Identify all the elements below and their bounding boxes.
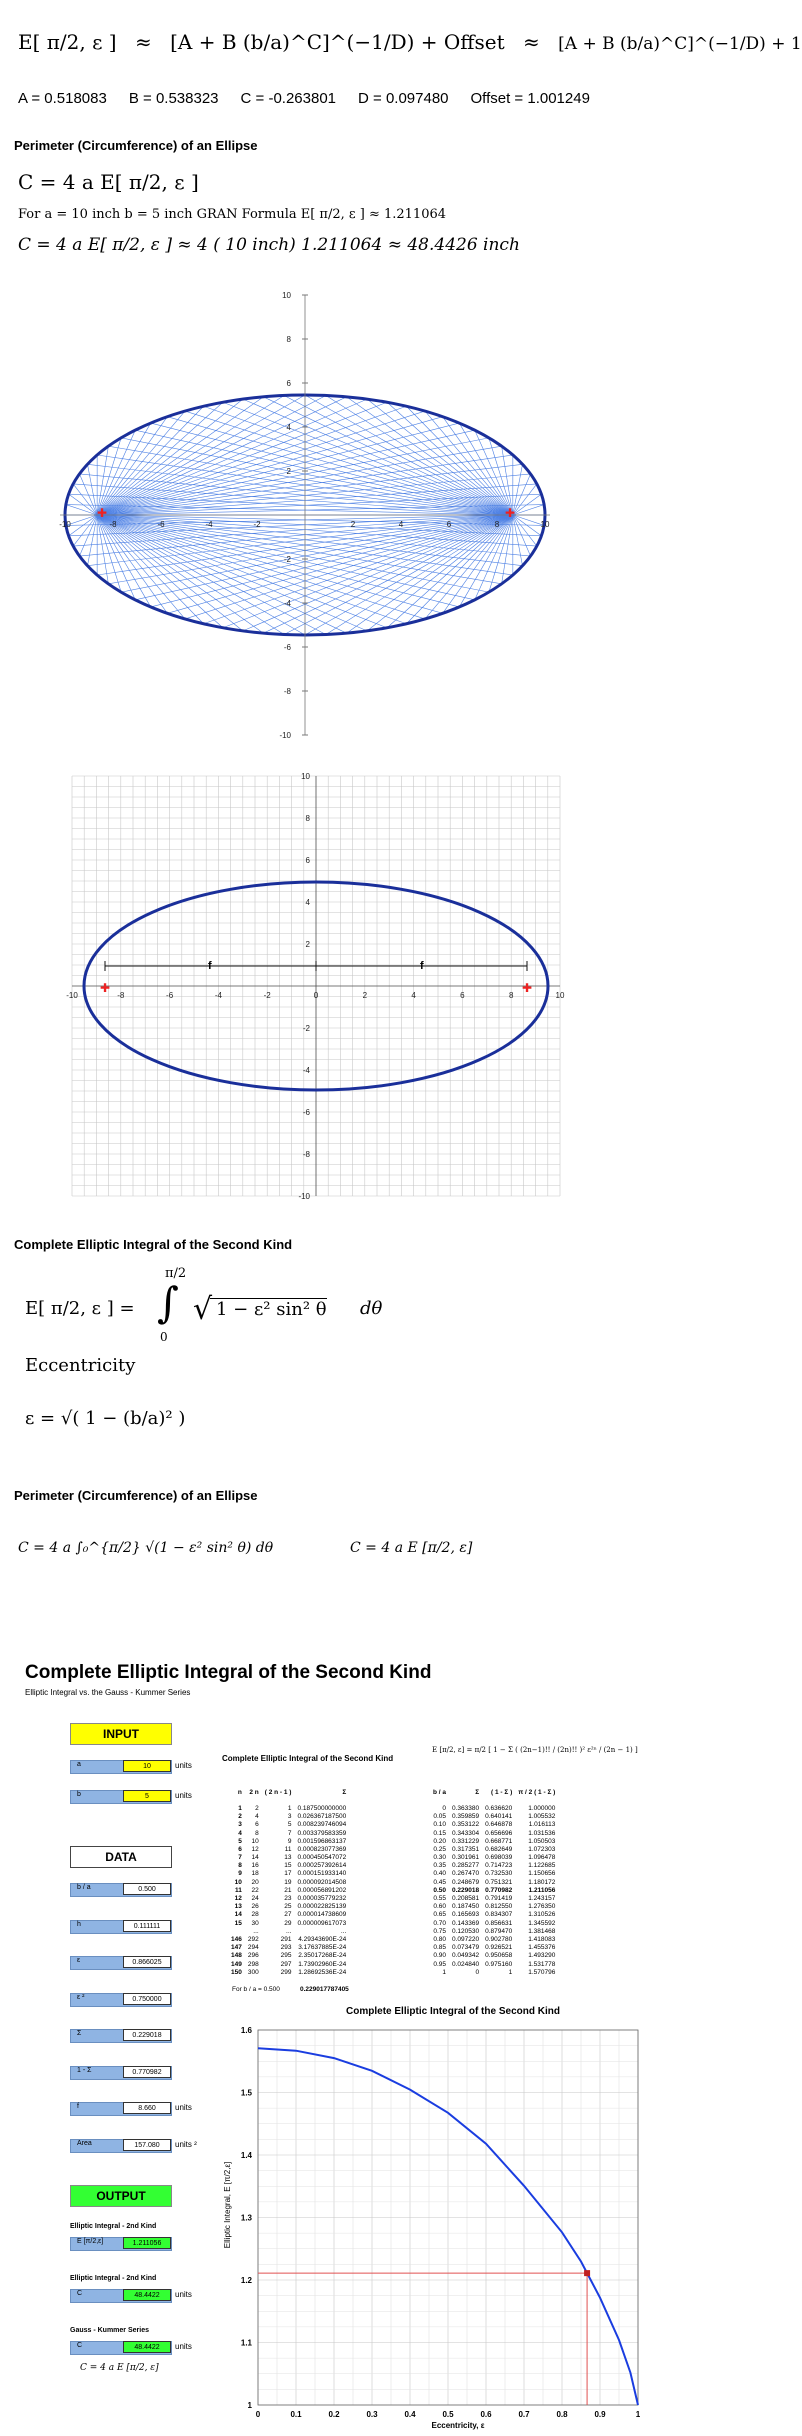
header-eq-approx: ≈ bbox=[134, 30, 152, 54]
focus-label-right: f bbox=[420, 960, 424, 972]
data-value: 8.660 bbox=[123, 2102, 171, 2114]
y-tick-label: 1.3 bbox=[240, 2213, 252, 2223]
x-tick-label: 0.2 bbox=[328, 2410, 340, 2419]
table-row: 3 6 5 0.008239746094 bbox=[238, 1821, 347, 1829]
input-row bbox=[70, 1760, 172, 1774]
x-tick-label: 0.6 bbox=[480, 2410, 492, 2419]
data-value: 0.111111 bbox=[123, 1920, 171, 1932]
data-point-marker bbox=[584, 2270, 590, 2276]
table-footer-value: 0.229017787405 bbox=[300, 1986, 349, 1993]
data-name-label: h bbox=[77, 1920, 81, 1928]
x-tick-label: -6 bbox=[166, 991, 174, 1000]
table-row: 0.25 0.317351 0.682649 1.072303 bbox=[433, 1845, 556, 1853]
y-tick-label: 1.1 bbox=[240, 2338, 252, 2348]
data-value: 0.229018 bbox=[123, 2029, 171, 2041]
integral-definition: E[ π/2, ε ] = π/2 ∫ 0 √ 1 − ε² sin² θ dθ bbox=[25, 1266, 383, 1344]
table-header: n 2 n ( 2 n - 1 ) Σ bbox=[237, 1788, 347, 1796]
data-name-label: ε bbox=[77, 1957, 81, 1964]
data-name-label: Area bbox=[77, 2139, 92, 2147]
x-tick-label: 6 bbox=[446, 520, 452, 529]
data-row bbox=[70, 2029, 172, 2043]
table-header: b / a Σ ( 1 - Σ ) π / 2 ( 1 - Σ ) bbox=[433, 1788, 556, 1796]
data-name-label: f bbox=[77, 2103, 79, 2110]
table-row: 6 12 11 0.000823077369 bbox=[238, 1845, 347, 1853]
data-row bbox=[70, 2102, 172, 2116]
focus-marker-2-right: ✚ bbox=[522, 981, 533, 995]
output-value: 48.4422 bbox=[123, 2341, 171, 2353]
y-tick-label: -8 bbox=[302, 1150, 310, 1159]
data-row bbox=[70, 1956, 172, 1970]
param-b: B = 0.538323 bbox=[128, 90, 219, 107]
y-tick-label: 6 bbox=[286, 379, 291, 388]
perimeter-e-formula: C = 4 a E [π/2, ε] bbox=[350, 1540, 473, 1556]
input-unit: units bbox=[175, 1761, 192, 1770]
param-c: C = -0.263801 bbox=[240, 90, 337, 107]
y-tick-label: -6 bbox=[283, 643, 291, 652]
table-row: 2 4 3 0.026367187500 bbox=[238, 1813, 347, 1821]
data-value: 0.770982 bbox=[123, 2066, 171, 2078]
table-row: 0.15 0.343304 0.656696 1.031536 bbox=[433, 1829, 556, 1837]
parameter-list bbox=[18, 90, 590, 107]
focus-marker-left: ✚ bbox=[97, 506, 108, 520]
output-name: E [π/2,ε] bbox=[77, 2238, 104, 2245]
series-table-right bbox=[430, 1788, 558, 1976]
x-tick-label: -10 bbox=[59, 520, 71, 529]
data-row bbox=[70, 1920, 172, 1934]
header-eq-approx2: ≈ bbox=[523, 30, 540, 54]
focus-marker-right: ✚ bbox=[505, 506, 516, 520]
table-row: 0.75 0.120530 0.879470 1.381468 bbox=[433, 1927, 556, 1935]
output-value: 1.211056 bbox=[123, 2237, 171, 2249]
y-axis-label: Elliptic Integral, E [π/2,ε] bbox=[223, 2161, 232, 2249]
x-tick-label: 8 bbox=[494, 520, 500, 529]
data-unit: units ² bbox=[175, 2139, 197, 2149]
data-row bbox=[70, 1993, 172, 2007]
y-tick-label: -10 bbox=[279, 731, 291, 740]
x-tick-label: 1 bbox=[635, 2410, 641, 2419]
integral-lower: 0 bbox=[160, 1330, 168, 1344]
y-tick-label: -6 bbox=[302, 1108, 310, 1117]
input-value[interactable]: 10 bbox=[123, 1760, 171, 1772]
header-equation bbox=[18, 30, 802, 54]
input-name: a bbox=[77, 1761, 81, 1768]
table-row: 13 26 25 0.000022825139 bbox=[234, 1903, 347, 1911]
table-row: 5 10 9 0.001596863137 bbox=[238, 1837, 347, 1845]
spreadsheet-section bbox=[0, 1648, 654, 2436]
x-tick-label: -4 bbox=[205, 520, 213, 529]
output-title: Gauss - Kummer Series bbox=[70, 2327, 149, 2334]
y-tick-label: 4 bbox=[286, 423, 291, 432]
y-tick-label: 1 bbox=[247, 2401, 252, 2410]
input-value[interactable]: 5 bbox=[123, 1790, 171, 1802]
data-row bbox=[70, 1883, 172, 1897]
table-row: 0.10 0.353122 0.646878 1.016113 bbox=[433, 1821, 556, 1829]
table-row: 0.30 0.301961 0.698039 1.096478 bbox=[433, 1854, 556, 1862]
y-tick-label: 4 bbox=[305, 898, 310, 907]
table-row: 0.45 0.248679 0.751321 1.180172 bbox=[433, 1878, 556, 1886]
output-row bbox=[70, 2289, 172, 2303]
table-row: 0.50 0.229018 0.770982 1.211056 bbox=[433, 1886, 556, 1894]
header-eq-left: E[ π/2, ε ] bbox=[18, 30, 117, 54]
perimeter-given: For a = 10 inch b = 5 inch GRAN Formula E[ π/2, ε ] ≈ 1.211064 bbox=[18, 207, 447, 222]
table-row: 0.20 0.331229 0.668771 1.050503 bbox=[433, 1837, 556, 1845]
y-tick-label: -4 bbox=[283, 599, 291, 608]
integral-upper: π/2 bbox=[165, 1266, 187, 1281]
data-value: 0.500 bbox=[123, 1883, 171, 1895]
x-tick-label: 4 bbox=[411, 991, 416, 1000]
table-row: 15 30 29 0.000009617073 bbox=[234, 1919, 347, 1927]
x-tick-label: 0.4 bbox=[404, 2410, 416, 2419]
table-row: 150 300 299 1.28692536E-24 bbox=[231, 1968, 347, 1976]
table-row: 0.85 0.073479 0.926521 1.455376 bbox=[433, 1944, 556, 1952]
integral-heading: Complete Elliptic Integral of the Second Kind bbox=[14, 1237, 293, 1252]
x-tick-label: -8 bbox=[109, 520, 117, 529]
data-name-label: b / a bbox=[77, 1884, 91, 1891]
table-row: 9 18 17 0.000151933140 bbox=[238, 1870, 347, 1878]
data-header: DATA bbox=[70, 1846, 172, 1868]
ellipse-chord-chart bbox=[59, 291, 620, 740]
output-title: Elliptic Integral - 2nd Kind bbox=[70, 2275, 157, 2282]
header-eq-right: [A + B (b/a)^C]^(−1/D) + 1 bbox=[558, 34, 802, 54]
x-tick-label: 0.7 bbox=[518, 2410, 530, 2419]
y-tick-label: 2 bbox=[286, 467, 291, 476]
x-tick-label: -2 bbox=[253, 520, 261, 529]
table-row: 149 298 297 1.73902960E-24 bbox=[231, 1960, 347, 1968]
x-tick-label: 2 bbox=[362, 991, 368, 1000]
param-a: A = 0.518083 bbox=[18, 90, 107, 107]
sheet-subtitle: Elliptic Integral vs. the Gauss - Kummer Series bbox=[25, 1688, 191, 1697]
param-offset: Offset = 1.001249 bbox=[470, 90, 590, 107]
data-name-label: ε ² bbox=[77, 1993, 85, 2001]
perimeter-formula-1: C = 4 a E[ π/2, ε ] bbox=[18, 170, 199, 194]
table-footer-label: For b / a = 0.500 bbox=[232, 1986, 280, 1993]
x-tick-label: -4 bbox=[214, 991, 222, 1000]
y-tick-label: 1.5 bbox=[240, 2088, 252, 2098]
table-row: 146 292 291 4.29343690E-24 bbox=[231, 1935, 347, 1943]
x-tick-label: 0.5 bbox=[442, 2410, 454, 2419]
ellipse-grid-chart bbox=[66, 772, 572, 1206]
y-tick-label: -10 bbox=[298, 1192, 310, 1201]
output-row bbox=[70, 2341, 172, 2355]
x-tick-label: 0 bbox=[255, 2410, 261, 2419]
data-row bbox=[70, 2066, 172, 2080]
data-row bbox=[70, 2139, 172, 2153]
x-tick-label: 10 bbox=[555, 991, 565, 1000]
data-name-label: Σ bbox=[77, 2030, 82, 2037]
table-row: 1 0 1 1.570796 bbox=[442, 1968, 556, 1976]
table-row: 0.05 0.359859 0.640141 1.005532 bbox=[433, 1813, 556, 1821]
y-tick-label: 2 bbox=[305, 940, 310, 949]
input-header: INPUT bbox=[70, 1723, 172, 1745]
y-tick-label: 8 bbox=[305, 814, 310, 823]
table-row: 0.55 0.208581 0.791419 1.243157 bbox=[433, 1895, 556, 1903]
chart-title: Complete Elliptic Integral of the Second Kind bbox=[346, 2006, 560, 2017]
perimeter-heading-2: Perimeter (Circumference) of an Ellipse bbox=[14, 1488, 258, 1503]
y-tick-label: -8 bbox=[283, 687, 291, 696]
focus-label-left: f bbox=[208, 960, 212, 972]
y-tick-label: 10 bbox=[301, 772, 310, 781]
x-tick-label: 0.8 bbox=[556, 2410, 568, 2419]
data-unit: units bbox=[175, 2103, 192, 2112]
output-row bbox=[70, 2237, 172, 2251]
data-name-label: 1 - Σ bbox=[77, 2066, 92, 2074]
y-tick-label: -2 bbox=[283, 555, 291, 564]
input-unit: units bbox=[175, 1791, 192, 1800]
x-tick-label: 0.3 bbox=[366, 2410, 378, 2419]
table-row: 11 22 21 0.000056891202 bbox=[234, 1886, 347, 1894]
table-row: 0.65 0.165693 0.834307 1.310526 bbox=[433, 1911, 556, 1919]
elliptic-integral-chart bbox=[218, 2000, 648, 2430]
output-value: 48.4422 bbox=[123, 2289, 171, 2301]
table-row: 0 0.363380 0.636620 1.000000 bbox=[442, 1804, 556, 1812]
table-row: 0.70 0.143369 0.856631 1.345592 bbox=[433, 1919, 556, 1927]
x-tick-label: 0.1 bbox=[290, 2410, 302, 2419]
eccentricity-formula: ε = √( 1 − (b/a)² ) bbox=[25, 1408, 186, 1429]
output-name: C bbox=[77, 2290, 83, 2297]
output-name: C bbox=[77, 2342, 83, 2349]
table-row: 0.80 0.097220 0.902780 1.418083 bbox=[433, 1935, 556, 1943]
x-tick-label: 6 bbox=[460, 991, 465, 1000]
x-tick-label: -8 bbox=[117, 991, 125, 1000]
y-tick-label: 1.2 bbox=[240, 2276, 252, 2285]
perimeter-integral-formula: C = 4 a ∫₀^{π/2} √(1 − ε² sin² θ) dθ bbox=[18, 1540, 274, 1556]
perimeter-heading-1: Perimeter (Circumference) of an Ellipse bbox=[14, 138, 258, 153]
input-name: b bbox=[77, 1791, 81, 1798]
x-tick-label: 0.9 bbox=[594, 2410, 606, 2419]
x-tick-label: 4 bbox=[398, 520, 404, 529]
y-tick-label: 1.6 bbox=[240, 2026, 252, 2035]
data-value: 0.750000 bbox=[123, 1993, 171, 2005]
table-title: Complete Elliptic Integral of the Second Kind bbox=[222, 1754, 394, 1763]
table-row: 0.60 0.187450 0.812550 1.276350 bbox=[433, 1903, 556, 1911]
output-title: Elliptic Integral - 2nd Kind bbox=[70, 2223, 157, 2230]
output-header: OUTPUT bbox=[70, 2185, 172, 2207]
x-tick-label: 10 bbox=[540, 520, 550, 529]
y-tick-label: -4 bbox=[302, 1066, 310, 1075]
table-row: 12 24 23 0.000035779232 bbox=[234, 1895, 347, 1903]
input-row bbox=[70, 1790, 172, 1804]
table-row: 0.40 0.267470 0.732530 1.150656 bbox=[433, 1870, 556, 1878]
table-row: 0.35 0.285277 0.714723 1.122685 bbox=[433, 1862, 556, 1870]
y-tick-label: 8 bbox=[286, 335, 291, 344]
table-row: 4 8 7 0.003379583359 bbox=[238, 1829, 347, 1837]
table-row: 7 14 13 0.000450547072 bbox=[238, 1854, 347, 1862]
param-d: D = 0.097480 bbox=[358, 90, 449, 107]
header-eq-mid: [A + B (b/a)^C]^(−1/D) + Offset bbox=[170, 30, 505, 54]
eccentricity-label: Eccentricity bbox=[25, 1355, 136, 1376]
table-row: 148 296 295 2.35017268E-24 bbox=[231, 1952, 347, 1960]
x-tick-label: -10 bbox=[66, 991, 78, 1000]
y-tick-label: 6 bbox=[305, 856, 310, 865]
table-row: 147 294 293 3.17637885E-24 bbox=[231, 1944, 347, 1952]
x-tick-label: 2 bbox=[350, 520, 356, 529]
x-tick-label: 8 bbox=[508, 991, 514, 1000]
focus-marker-2-left: ✚ bbox=[100, 981, 111, 995]
output-unit: units bbox=[175, 2290, 192, 2299]
table-row: 0.90 0.049342 0.950658 1.493290 bbox=[433, 1952, 556, 1960]
series-table-left bbox=[228, 1788, 349, 1976]
x-tick-label: 0 bbox=[313, 991, 319, 1000]
table-row: 0.95 0.024840 0.975160 1.531778 bbox=[433, 1960, 556, 1968]
x-tick-label: -6 bbox=[157, 520, 165, 529]
table-row: 14 28 27 0.000014738609 bbox=[234, 1911, 347, 1919]
table-row: 1 2 1 0.187500000000 bbox=[238, 1804, 347, 1812]
data-value: 0.866025 bbox=[123, 1956, 171, 1968]
data-value: 157.080 bbox=[123, 2139, 171, 2151]
output-formula: C = 4 a E [π/2, ε] bbox=[80, 2363, 159, 2373]
table-row: 10 20 19 0.000092014508 bbox=[234, 1878, 347, 1886]
sheet-title: Complete Elliptic Integral of the Second Kind bbox=[25, 1662, 432, 1683]
x-tick-label: -2 bbox=[263, 991, 271, 1000]
x-axis-label: Eccentricity, ε bbox=[431, 2421, 485, 2430]
table-row: 8 16 15 0.000257392614 bbox=[238, 1862, 347, 1870]
perimeter-result: C = 4 a E[ π/2, ε ] ≈ 4 ( 10 inch) 1.211064 ≈ 48.4426 inch bbox=[18, 235, 520, 255]
output-unit: units bbox=[175, 2342, 192, 2351]
table-formula: E [π/2, ε] = π/2 [ 1 − Σ ( (2n−1)!! / (2n)!! )² ε²ⁿ / (2n − 1) ] bbox=[432, 1746, 638, 1754]
table-row: ... ... ... bbox=[253, 1927, 347, 1935]
y-tick-label: -2 bbox=[302, 1024, 310, 1033]
y-tick-label: 10 bbox=[282, 291, 291, 300]
y-tick-label: 1.4 bbox=[240, 2151, 252, 2160]
